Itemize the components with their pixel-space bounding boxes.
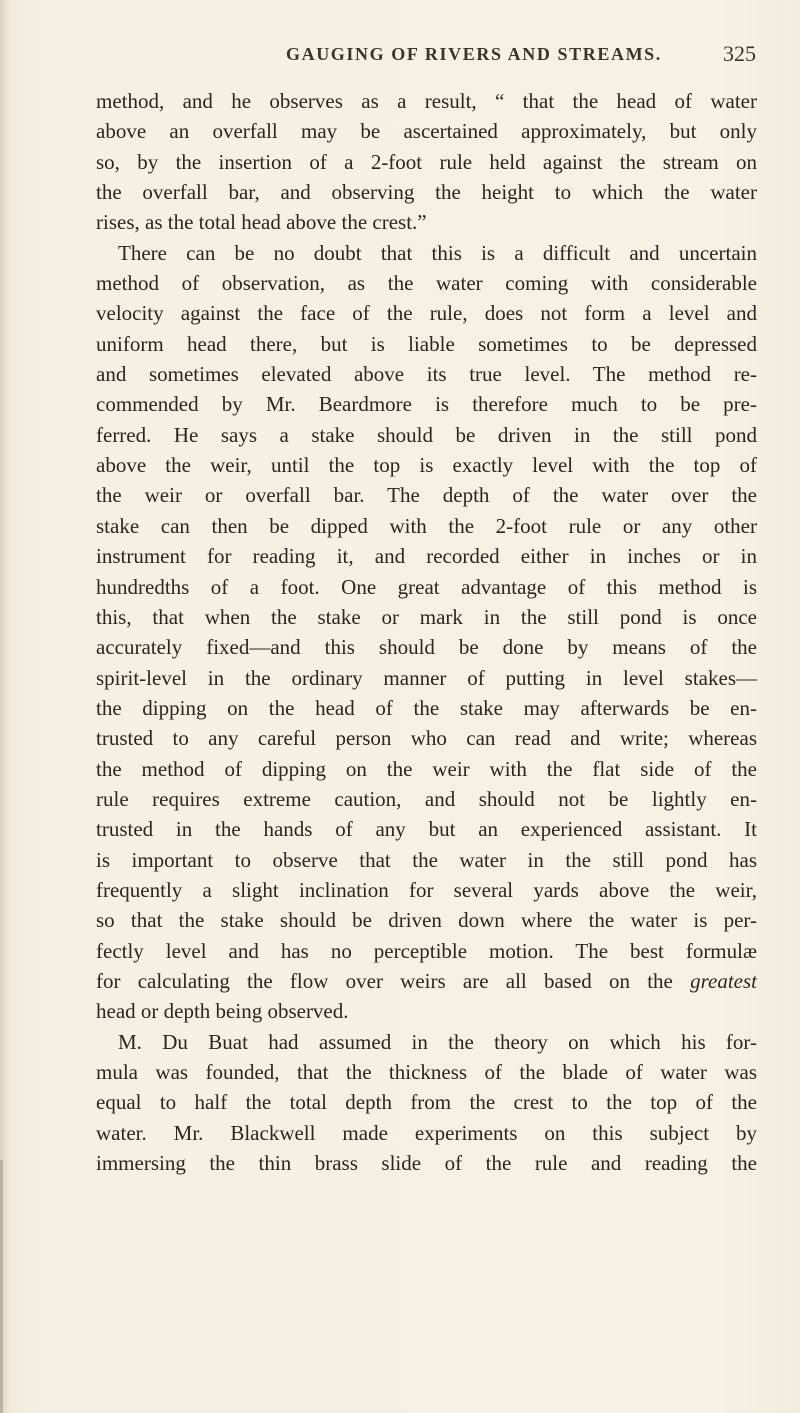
text-line: this, that when the stake or mark in the still pond is once xyxy=(96,604,757,629)
text-line: above the weir, until the top is exactly level with the top of xyxy=(96,453,757,478)
text-line: water. Mr. Blackwell made experiments on this subject by xyxy=(96,1120,757,1145)
text-line: is important to observe that the water in the still pond has xyxy=(96,847,757,872)
text-line: above an overfall may be ascertained approximately, but only xyxy=(96,119,757,144)
text-line: the overfall bar, and observing the height to which the water xyxy=(96,180,757,205)
text-line: immersing the thin brass slide of the rule and reading the xyxy=(96,1151,757,1176)
text-line: stake can then be dipped with the 2-foot rule or any other xyxy=(96,513,757,538)
text-line: accurately fixed—and this should be done by means of the xyxy=(96,635,757,660)
text-line-with-emphasis xyxy=(96,966,757,996)
text-line: method of observation, as the water coming with considerable xyxy=(96,271,757,296)
text-line: trusted in the hands of any but an experienced assistant. It xyxy=(96,817,757,842)
text-line: so that the stake should be driven down where the water is per- xyxy=(96,908,757,933)
text-line: velocity against the face of the rule, does not form a level and xyxy=(96,301,757,326)
text-line: the dipping on the head of the stake may afterwards be en- xyxy=(96,695,757,720)
paragraph-start-line: There can be no doubt that this is a difficult and uncertain xyxy=(118,240,757,265)
paragraph-start-line: M. Du Buat had assumed in the theory on which his for- xyxy=(118,1029,757,1054)
text-line: and sometimes elevated above its true level. The method re- xyxy=(96,362,757,387)
text-line: uniform head there, but is liable sometimes to be depressed xyxy=(96,331,757,356)
text-line: head or depth being observed. xyxy=(96,999,349,1024)
page-number: 325 xyxy=(723,41,756,66)
text-line: method, and he observes as a result, “ that the head of water xyxy=(96,89,757,113)
text-line: spirit-level in the ordinary manner of putting in level stakes— xyxy=(96,665,757,690)
running-title: GAUGING OF RIVERS AND STREAMS. xyxy=(286,44,662,64)
text-line: mula was founded, that the thickness of the blade of water was xyxy=(96,1060,757,1084)
text-line: the weir or overfall bar. The depth of the water over the xyxy=(96,483,757,508)
text-line: the method of dipping on the weir with the flat side of the xyxy=(96,756,757,781)
running-head xyxy=(96,41,756,72)
text-line: fectly level and has no perceptible motion. The best formulæ xyxy=(96,938,757,963)
page-edge-mark xyxy=(0,1160,3,1413)
text-line: trusted to any careful person who can read and write; whereas xyxy=(96,726,757,751)
text-line: rule requires extreme caution, and should not be lightly en- xyxy=(96,786,757,811)
text-line: frequently a slight inclination for several yards above the weir, xyxy=(96,877,757,902)
emphasized-word: greatest xyxy=(690,968,758,993)
text-line: ferred. He says a stake should be driven in the still pond xyxy=(96,422,757,447)
text-line: so, by the insertion of a 2-foot rule held against the stream on xyxy=(96,149,757,174)
text-line: hundredths of a foot. One great advantage of this method is xyxy=(96,574,757,599)
text-fragment: for calculating the flow over weirs are all based on the xyxy=(96,968,673,993)
text-line: equal to half the total depth from the crest to the top of the xyxy=(96,1090,757,1115)
text-line: instrument for reading it, and recorded either in inches or in xyxy=(96,544,757,569)
body-text xyxy=(96,86,757,1178)
text-line: rises, as the total head above the crest.” xyxy=(96,210,427,235)
text-line: commended by Mr. Beardmore is therefore much to be pre- xyxy=(96,392,757,417)
